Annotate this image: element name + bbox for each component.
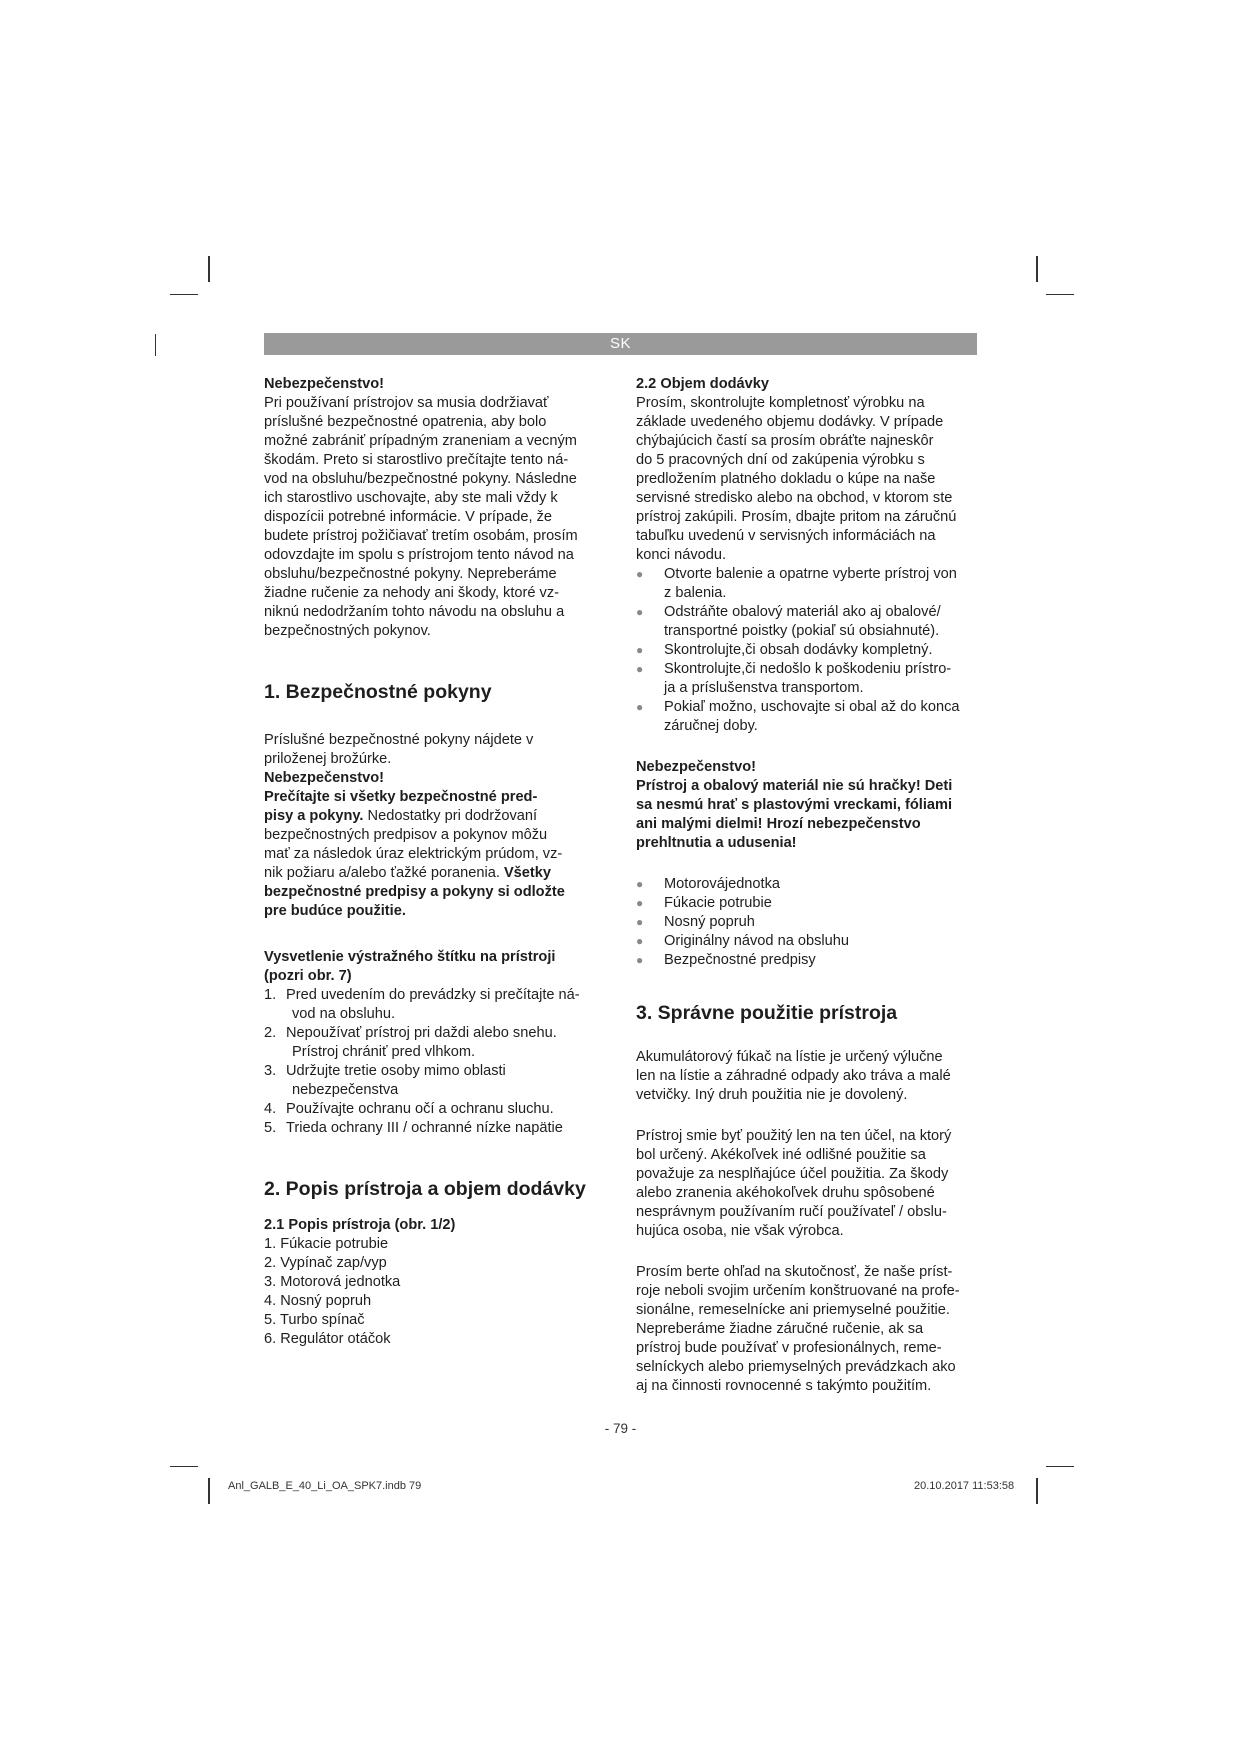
warning-label-list <box>264 986 609 1138</box>
item-number: 4. <box>264 1101 277 1117</box>
danger-title: Nebezpečenstvo! <box>636 759 757 775</box>
item-text: Fúkacie potrubie <box>664 895 772 911</box>
item-text: Skontrolujte,či obsah dodávky kompletný. <box>664 642 933 658</box>
item-text: Bezpečnostné predpisy <box>664 952 816 968</box>
text-line: vod na obsluhu/bezpečnostné pokyny. Následne <box>264 471 577 487</box>
text-line <box>264 864 609 883</box>
text-line: hujúca osoba, nie však výrobca. <box>636 1223 844 1239</box>
text-line: Prečítajte si všetky bezpečnostné pred- <box>264 789 538 805</box>
text-line: príslušné bezpečnostné opatrenia, aby bolo <box>264 414 547 430</box>
list-item: 5. Turbo spínač <box>264 1312 365 1328</box>
text-span: nik požiaru a/alebo ťažké poranenia. <box>264 865 504 881</box>
subsection-title: Vysvetlenie výstražného štítku na prístroji <box>264 949 556 965</box>
list-item <box>264 1100 609 1119</box>
crop-mark <box>208 256 210 282</box>
bullet-icon: ● <box>636 700 644 714</box>
text-line: považuje za nesplňajúce účel použitia. Za škody <box>636 1166 949 1182</box>
danger-paragraph <box>264 394 609 641</box>
page-number: - 79 - <box>604 1421 637 1436</box>
list-item <box>636 603 981 641</box>
text-line: predložením platného dokladu o kúpe na naše <box>636 471 936 487</box>
text-line: roje neboli svojim určením konštruované na profe- <box>636 1283 960 1299</box>
item-text: Nosný popruh <box>664 914 755 930</box>
item-text: Originálny návod na obsluhu <box>664 933 849 949</box>
text-line: aj na činnosti rovnocenné s takýmto použitím. <box>636 1378 932 1394</box>
text-line: do 5 pracovných dní od zakúpenia výrobku s <box>636 452 925 468</box>
text-line: nesprávnym používaním ručí používateľ / obslu- <box>636 1204 947 1220</box>
text-line: len na lístie a záhradné odpady ako tráva a malé <box>636 1068 951 1084</box>
text-line: vetvičky. Iný druh použitia nie je dovolený. <box>636 1087 908 1103</box>
item-number: 1. <box>264 987 277 1003</box>
item-number: 5. <box>264 1120 277 1136</box>
bullet-icon: ● <box>636 877 644 891</box>
text-line: Prístroj smie byť použitý len na ten účel, na ktorý <box>636 1128 952 1144</box>
delivery-contents-list <box>636 875 981 970</box>
paragraph <box>636 1263 981 1396</box>
item-text: Odstráňte obalový materiál ako aj obalové/ <box>664 604 941 620</box>
text-line: budete prístroj požičiavať tretím osobám, prosím <box>264 528 578 544</box>
text-line: Pri používaní prístrojov sa musia dodržiavať <box>264 395 549 411</box>
text-line: pre budúce použitie. <box>264 903 406 919</box>
crop-mark <box>1046 1466 1074 1467</box>
item-text: Pokiaľ možno, uschovajte si obal až do konca <box>664 699 960 715</box>
item-text: ja a príslušenstva transportom. <box>664 680 864 696</box>
item-text: Motorovájednotka <box>664 876 781 892</box>
list-item <box>636 875 981 894</box>
item-text: Prístroj chrániť pred vlhkom. <box>292 1044 476 1060</box>
text-line: prehltnutia a udusenia! <box>636 835 797 851</box>
item-number: 3. <box>264 1063 277 1079</box>
bullet-icon: ● <box>636 605 644 619</box>
file-slug: Anl_GALB_E_40_Li_OA_SPK7.indb 79 <box>228 1480 422 1492</box>
crop-mark <box>1036 1478 1038 1504</box>
text-line: bezpečnostných predpisov a pokynov môžu <box>264 827 548 843</box>
text-line: ich starostlivo uschovajte, aby ste mali vždy k <box>264 490 558 506</box>
bold-text: pisy a pokyny. <box>264 808 364 824</box>
item-text: vod na obsluhu. <box>292 1006 396 1022</box>
crop-mark <box>1046 294 1074 295</box>
paragraph <box>636 1048 981 1105</box>
text-line: alebo zranenia akéhokoľvek druhu spôsobené <box>636 1185 935 1201</box>
subsection-title: (pozri obr. 7) <box>264 968 352 984</box>
text-line: niknú nedodržaním tohto návodu na obsluhu a <box>264 604 565 620</box>
list-item <box>636 932 981 951</box>
list-item: 2. Vypínač zap/vyp <box>264 1255 387 1271</box>
crop-mark <box>155 334 156 356</box>
list-item <box>264 986 609 1024</box>
text-line: obsluhu/bezpečnostné pokyny. Nepreberáme <box>264 566 557 582</box>
subsection-title: 2.1 Popis prístroja (obr. 1/2) <box>264 1217 456 1233</box>
right-column <box>636 375 981 1396</box>
crop-mark <box>1036 256 1038 282</box>
item-text: z balenia. <box>664 585 727 601</box>
list-item <box>636 913 981 932</box>
item-text: Používajte ochranu očí a ochranu sluchu. <box>286 1101 554 1117</box>
item-number: 2. <box>264 1025 277 1041</box>
section-heading: 1. Bezpečnostné pokyny <box>264 681 492 703</box>
bullet-icon: ● <box>636 567 644 581</box>
item-text: Otvorte balenie a opatrne vyberte prístroj von <box>664 566 957 582</box>
item-text: nebezpečenstva <box>292 1082 399 1098</box>
bullet-icon: ● <box>636 643 644 657</box>
text-line: Nepreberáme žiadne záručné ručenie, ak sa <box>636 1321 924 1337</box>
text-line: bezpečnostné predpisy a pokyny si odložte <box>264 884 565 900</box>
list-item <box>264 1024 609 1062</box>
list-item: 3. Motorová jednotka <box>264 1274 401 1290</box>
text-line: bezpečnostných pokynov. <box>264 623 431 639</box>
list-item <box>636 698 981 736</box>
text-line: Prístroj a obalový materiál nie sú hračky! Deti <box>636 778 953 794</box>
text-line: dispozícii potrebné informácie. V prípade, že <box>264 509 552 525</box>
text-line: selníckych alebo priemyselných prevádzkach ako <box>636 1359 956 1375</box>
print-timestamp: 20.10.2017 11:53:58 <box>914 1480 1015 1492</box>
section-heading: 3. Správne použitie prístroja <box>636 1002 898 1024</box>
list-item: 1. Fúkacie potrubie <box>264 1236 389 1252</box>
bullet-icon: ● <box>636 934 644 948</box>
text-line: Akumulátorový fúkač na lístie je určený výlučne <box>636 1049 943 1065</box>
text-line: prístroj zakúpili. Prosím, dbajte pritom na záručnú <box>636 509 957 525</box>
list-item <box>636 894 981 913</box>
language-header-bar: SK <box>264 333 977 355</box>
text-line: žiadne ručenie za nehody ani škody, ktoré vz- <box>264 585 560 601</box>
text-line: konci návodu. <box>636 547 727 563</box>
list-item <box>264 1062 609 1100</box>
list-item <box>264 1119 609 1138</box>
unpacking-list <box>636 565 981 736</box>
list-item <box>636 641 981 660</box>
text-line <box>264 807 609 826</box>
text-line: Príslušné bezpečnostné pokyny nájdete v <box>264 732 534 748</box>
text-line: možné zabrániť prípadným zraneniam a vecným <box>264 433 577 449</box>
left-column <box>264 375 609 1349</box>
list-item <box>636 565 981 603</box>
list-item <box>636 951 981 970</box>
text-line: odovzdajte im spolu s prístrojom tento návod na <box>264 547 574 563</box>
bullet-icon: ● <box>636 915 644 929</box>
item-text: Trieda ochrany III / ochranné nízke napätie <box>286 1120 563 1136</box>
bullet-icon: ● <box>636 953 644 967</box>
text-line: sionálne, remeselnícke ani priemyselné použitie. <box>636 1302 950 1318</box>
paragraph <box>636 1127 981 1241</box>
text-line: prístroj bude používať v profesionálnych, reme- <box>636 1340 942 1356</box>
item-text: záručnej doby. <box>664 718 758 734</box>
bold-text: Všetky <box>503 865 552 881</box>
item-text: Pred uvedením do prevádzky si prečítajte ná- <box>286 987 580 1003</box>
text-line: chýbajúcich častí sa prosím obráťte najneskôr <box>636 433 934 449</box>
bullet-icon: ● <box>636 662 644 676</box>
text-line: sa nesmú hrať s plastovými vreckami, fóliami <box>636 797 953 813</box>
crop-mark <box>208 1478 210 1504</box>
item-text: Udržujte tretie osoby mimo oblasti <box>286 1063 506 1079</box>
text-line: servisné stredisko alebo na obchod, v ktorom ste <box>636 490 953 506</box>
text-line: tabuľku uvedenú v servisných informáciách na <box>636 528 936 544</box>
text-span: Nedostatky pri dodržovaní <box>363 808 538 824</box>
subsection-title: 2.2 Objem dodávky <box>636 376 770 392</box>
parts-list <box>264 1235 609 1349</box>
list-item <box>636 660 981 698</box>
text-line: základe uvedeného objemu dodávky. V prípade <box>636 414 944 430</box>
text-line: mať za následok úraz elektrickým prúdom, vz- <box>264 846 563 862</box>
item-text: Skontrolujte,či nedošlo k poškodeniu prístro- <box>664 661 952 677</box>
text-line: škodám. Preto si starostlivo prečítajte tento ná- <box>264 452 569 468</box>
item-text: transportné poistky (pokiaľ sú obsiahnuté). <box>664 623 940 639</box>
section-heading: 2. Popis prístroja a objem dodávky <box>264 1178 586 1200</box>
crop-mark <box>170 294 198 295</box>
danger-title: Nebezpečenstvo! <box>264 770 385 786</box>
text-line: ani malými dielmi! Hrozí nebezpečenstvo <box>636 816 921 832</box>
text-line: priloženej brožúrke. <box>264 751 392 767</box>
crop-mark <box>170 1466 198 1467</box>
text-line: Prosím, skontrolujte kompletnosť výrobku na <box>636 395 925 411</box>
list-item: 6. Regulátor otáčok <box>264 1331 391 1347</box>
text-line: bol určený. Akékoľvek iné odlišné použitie sa <box>636 1147 926 1163</box>
text-line: Prosím berte ohľad na skutočnosť, že naše príst- <box>636 1264 953 1280</box>
danger-title: Nebezpečenstvo! <box>264 376 385 392</box>
bullet-icon: ● <box>636 896 644 910</box>
list-item: 4. Nosný popruh <box>264 1293 372 1309</box>
item-text: Nepoužívať prístroj pri daždi alebo snehu. <box>286 1025 557 1041</box>
